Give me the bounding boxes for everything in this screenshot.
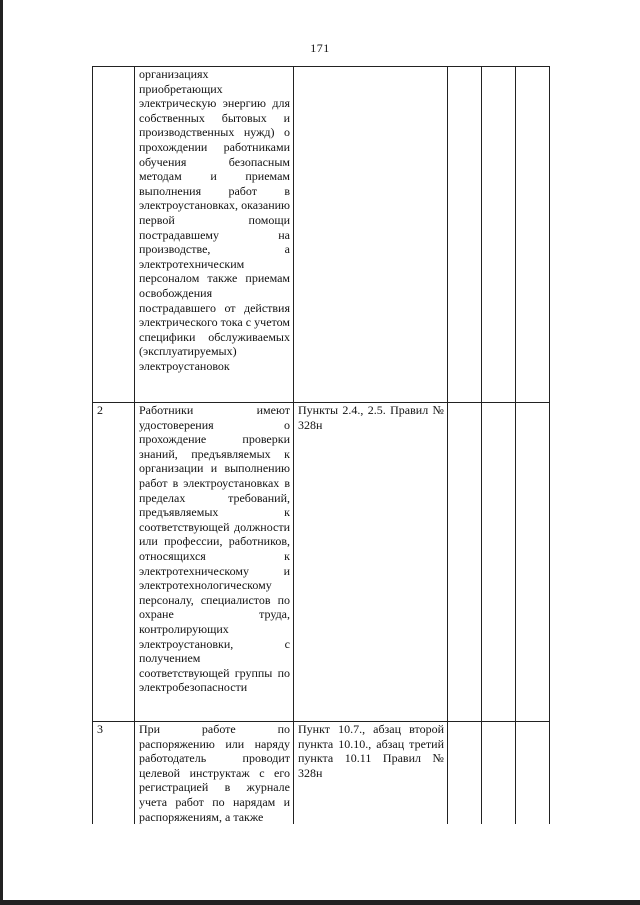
row-number: 3 [93, 722, 135, 825]
answer-yes-cell [448, 403, 482, 722]
table-row [93, 722, 550, 825]
reference-cell [294, 722, 448, 825]
checklist-table [92, 66, 550, 824]
reference-cell [294, 67, 448, 403]
reference-text: Пункты 2.4., 2.5. Правил № 328н [298, 403, 444, 432]
table-row [93, 67, 550, 403]
row-number [93, 67, 135, 403]
scan-left-edge [0, 0, 3, 905]
reference-cell [294, 403, 448, 722]
requirement-text: При работе по распоряжению или наряду работодатель проводит целевой инструктаж с его регистрацией в журнале учета работ по нарядам и распоряжениям, а также [139, 722, 290, 824]
answer-no-cell [482, 722, 516, 825]
answer-na-cell [516, 403, 550, 722]
requirement-text: организациях приобретающих электрическую энергию для собственных бытовых и производственных нужд) о прохождении работниками обучения безопасным методам и приемам выполнения работ в электроустановках, оказанию первой помощи пострадавшему на производстве, а электротехническим персоналом также приемам освобождения пострадавшего от действия электрического тока с учетом специфики обслуживаемых (эксплуатируемых) электроустановок [139, 67, 290, 373]
answer-na-cell [516, 722, 550, 825]
requirement-cell [135, 722, 294, 825]
requirement-cell [135, 67, 294, 403]
reference-text: Пункт 10.7., абзац второй пункта 10.10., абзац третий пункта 10.11 Правил № 328н [298, 722, 444, 780]
answer-no-cell [482, 67, 516, 403]
row-number: 2 [93, 403, 135, 722]
table-row [93, 403, 550, 722]
scan-bottom-edge [0, 900, 640, 905]
requirement-text: Работники имеют удостоверения о прохождение проверки знаний, предъявляемых к организации и выполнению работ в электроустановках в пределах требований, предъявляемых к соответствующей должности или профессии, работников, относящихся к электротехническому и электротехнологическому персоналу, специалистов по охране труда, контролирующих электроустановки, с получением соответствующей группы по электробезопасности [139, 403, 290, 695]
answer-yes-cell [448, 67, 482, 403]
answer-yes-cell [448, 722, 482, 825]
requirement-cell [135, 403, 294, 722]
answer-na-cell [516, 67, 550, 403]
answer-no-cell [482, 403, 516, 722]
page-number: 171 [310, 41, 330, 55]
